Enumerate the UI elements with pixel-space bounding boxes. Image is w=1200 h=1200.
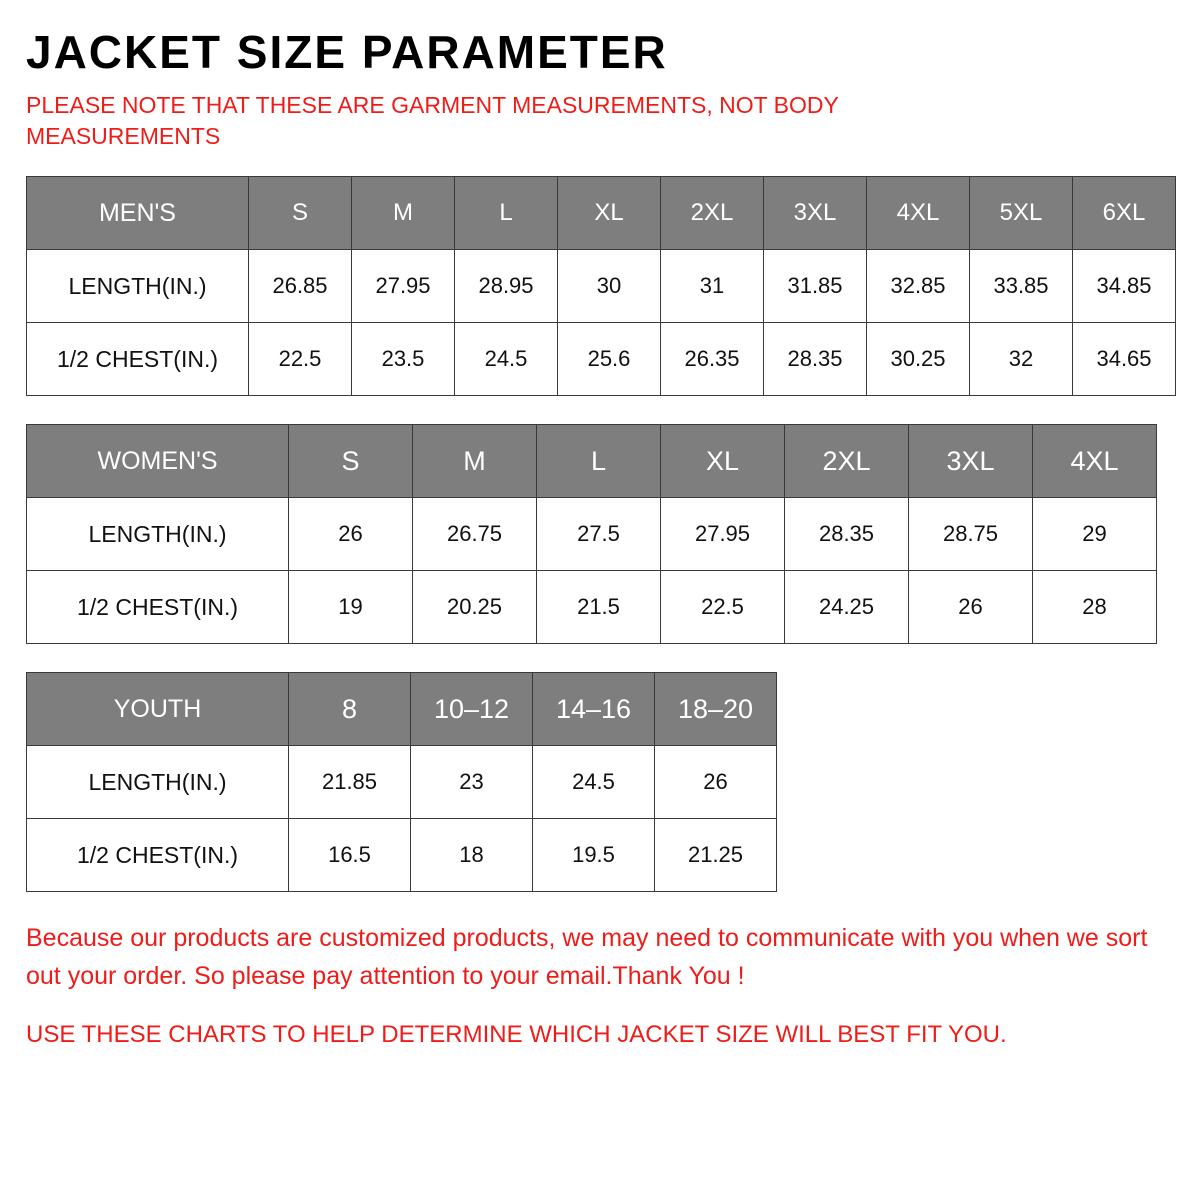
cell-value: 28.35: [764, 323, 867, 396]
cell-value: 22.5: [249, 323, 352, 396]
table-row: [27, 250, 1176, 323]
mens-size-header: 2XL: [661, 177, 764, 250]
cell-value: 26.35: [661, 323, 764, 396]
mens-size-header: 4XL: [867, 177, 970, 250]
row-label: LENGTH(IN.): [27, 498, 289, 571]
cell-value: 31.85: [764, 250, 867, 323]
cell-value: 29: [1033, 498, 1157, 571]
youth-size-header: 18–20: [655, 673, 777, 746]
row-label: LENGTH(IN.): [27, 746, 289, 819]
cell-value: 34.85: [1073, 250, 1176, 323]
youth-table-label: YOUTH: [27, 673, 289, 746]
cell-value: 34.65: [1073, 323, 1176, 396]
cell-value: 24.5: [533, 746, 655, 819]
cell-value: 28.35: [785, 498, 909, 571]
cell-value: 28: [1033, 571, 1157, 644]
mens-size-header: XL: [558, 177, 661, 250]
youth-size-table: [26, 672, 777, 892]
cell-value: 23.5: [352, 323, 455, 396]
womens-size-header: 3XL: [909, 425, 1033, 498]
womens-size-table: [26, 424, 1157, 644]
mens-size-header: L: [455, 177, 558, 250]
mens-size-header: M: [352, 177, 455, 250]
mens-table-label: MEN'S: [27, 177, 249, 250]
youth-size-header: 8: [289, 673, 411, 746]
mens-size-header: 3XL: [764, 177, 867, 250]
cell-value: 31: [661, 250, 764, 323]
cell-value: 24.5: [455, 323, 558, 396]
table-row: [27, 323, 1176, 396]
youth-size-header: 10–12: [411, 673, 533, 746]
cell-value: 26: [909, 571, 1033, 644]
row-label: 1/2 CHEST(IN.): [27, 571, 289, 644]
mens-size-table: [26, 176, 1176, 396]
mens-size-header: 5XL: [970, 177, 1073, 250]
mens-size-header: 6XL: [1073, 177, 1176, 250]
cell-value: 26: [655, 746, 777, 819]
cell-value: 33.85: [970, 250, 1073, 323]
chart-usage-note: USE THESE CHARTS TO HELP DETERMINE WHICH JACKET SIZE WILL BEST FIT YOU.: [26, 1021, 1007, 1049]
cell-value: 26: [289, 498, 413, 571]
cell-value: 26.85: [249, 250, 352, 323]
garment-measurement-note: PLEASE NOTE THAT THESE ARE GARMENT MEASUREMENTS, NOT BODY MEASUREMENTS: [26, 92, 839, 150]
cell-value: 28.75: [909, 498, 1033, 571]
row-label: LENGTH(IN.): [27, 250, 249, 323]
cell-value: 22.5: [661, 571, 785, 644]
cell-value: 27.95: [352, 250, 455, 323]
womens-size-header: S: [289, 425, 413, 498]
mens-size-header: S: [249, 177, 352, 250]
cell-value: 32: [970, 323, 1073, 396]
cell-value: 25.6: [558, 323, 661, 396]
table-row: [27, 746, 777, 819]
table-row: [27, 498, 1157, 571]
womens-table-label: WOMEN'S: [27, 425, 289, 498]
cell-value: 21.85: [289, 746, 411, 819]
womens-size-header: XL: [661, 425, 785, 498]
table-row: [27, 819, 777, 892]
cell-value: 19.5: [533, 819, 655, 892]
cell-value: 30: [558, 250, 661, 323]
row-label: 1/2 CHEST(IN.): [27, 323, 249, 396]
cell-value: 16.5: [289, 819, 411, 892]
cell-value: 32.85: [867, 250, 970, 323]
cell-value: 30.25: [867, 323, 970, 396]
cell-value: 19: [289, 571, 413, 644]
womens-size-header: L: [537, 425, 661, 498]
cell-value: 28.95: [455, 250, 558, 323]
cell-value: 18: [411, 819, 533, 892]
table-row: [27, 425, 1157, 498]
cell-value: 27.5: [537, 498, 661, 571]
row-label: 1/2 CHEST(IN.): [27, 819, 289, 892]
cell-value: 21.25: [655, 819, 777, 892]
page-title: JACKET SIZE PARAMETER: [26, 26, 668, 78]
table-row: [27, 673, 777, 746]
cell-value: 20.25: [413, 571, 537, 644]
table-row: [27, 571, 1157, 644]
cell-value: 26.75: [413, 498, 537, 571]
cell-value: 23: [411, 746, 533, 819]
table-row: [27, 177, 1176, 250]
womens-size-header: M: [413, 425, 537, 498]
womens-size-header: 2XL: [785, 425, 909, 498]
cell-value: 27.95: [661, 498, 785, 571]
womens-size-header: 4XL: [1033, 425, 1157, 498]
customization-note: Because our products are customized products, we may need to communicate with you when we sort out your order. So please pay attention to your email.Thank You !: [26, 924, 1148, 990]
youth-size-header: 14–16: [533, 673, 655, 746]
cell-value: 24.25: [785, 571, 909, 644]
cell-value: 21.5: [537, 571, 661, 644]
